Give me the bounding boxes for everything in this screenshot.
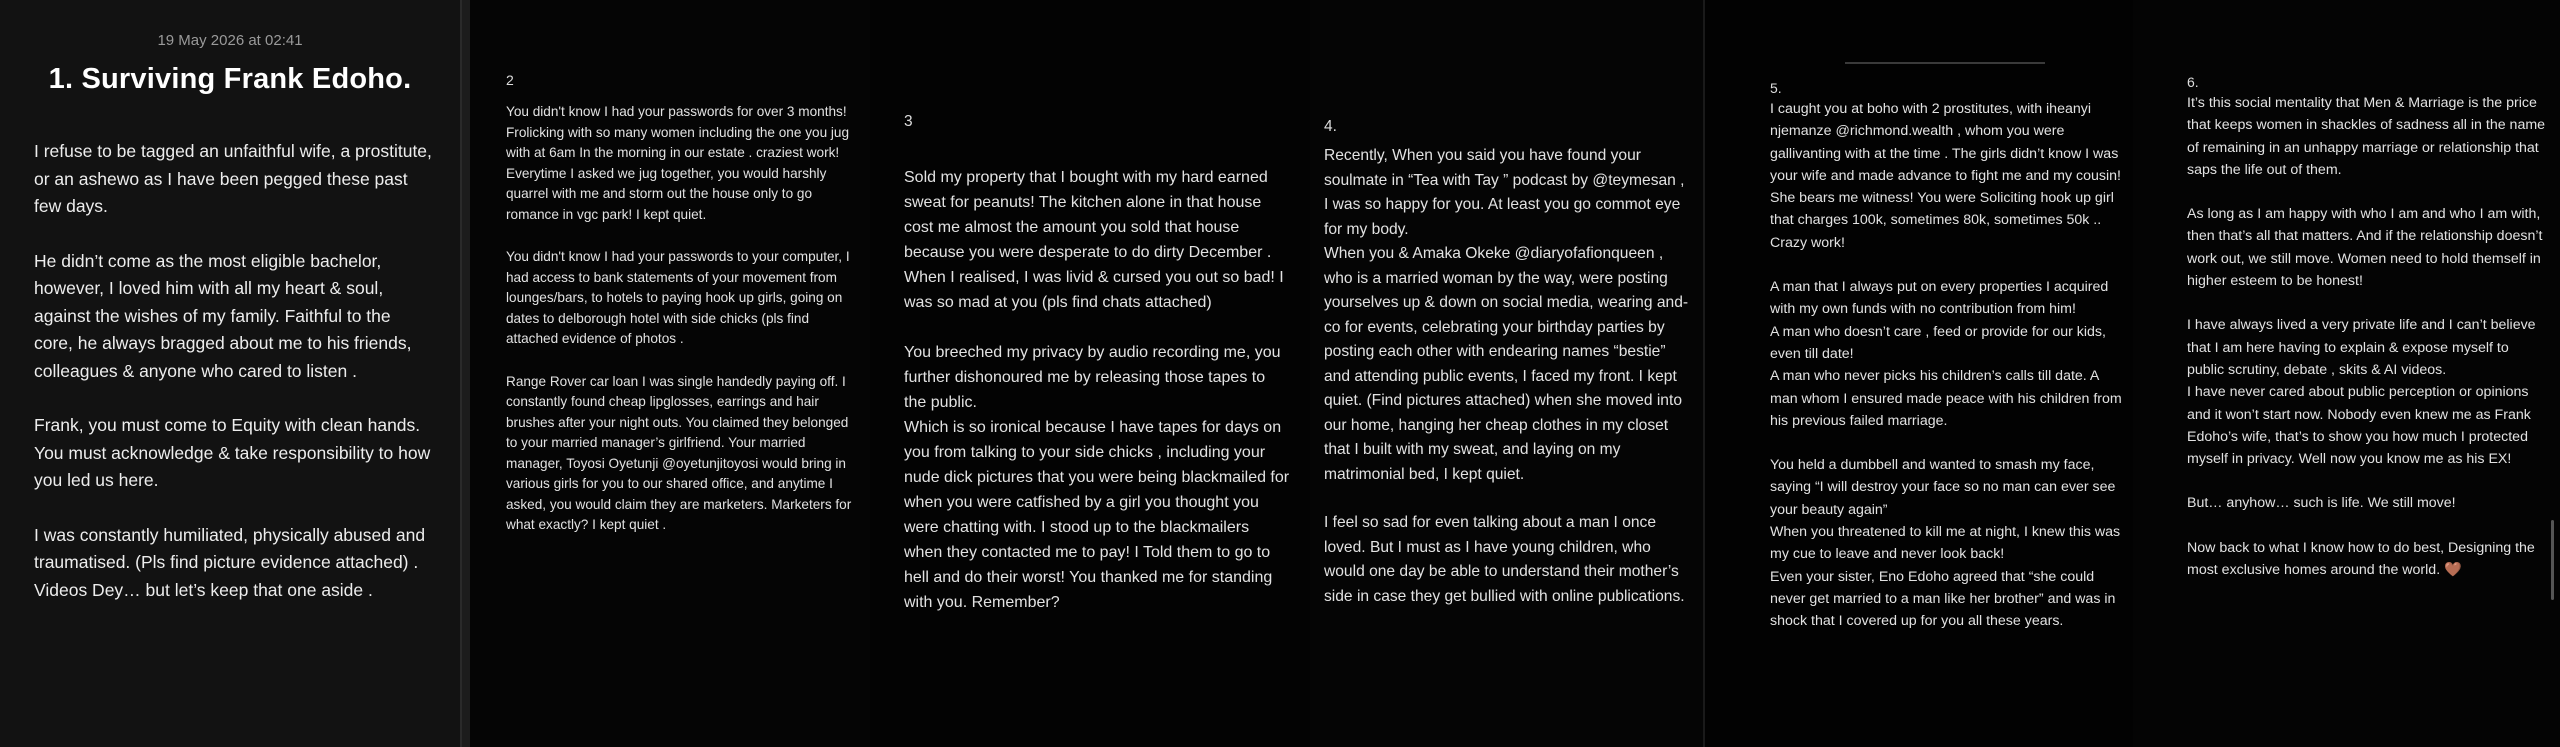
panel-4-body bbox=[1324, 144, 1693, 609]
story-panel-5 bbox=[1703, 0, 2133, 747]
panel-5-body bbox=[1770, 98, 2127, 633]
post-date: 19 May 2026 at 02:41 bbox=[157, 32, 303, 49]
story-panel-6 bbox=[2133, 0, 2560, 747]
paragraph: You held a dumbbell and wanted to smash my face, saying “I will destroy your face so no man can ever see your beauty again” When you threatened to kill me at night, I knew this was my cue to leave and never look back! Even your sister, Eno Edoho agreed that “she could never get married to a man like her brother” and was in shock that I covered up for you all these years. bbox=[1770, 457, 2121, 630]
story-panel-1 bbox=[0, 0, 462, 747]
paragraph: But… anyhow… such is life. We still move! bbox=[2187, 495, 2456, 512]
paragraph: It’s this social mentality that Men & Marriage is the price that keeps women in shackles of sadness all in the name of remaining in an unhappy marriage or relationship that saps the life out of them. bbox=[2187, 95, 2546, 178]
panel-1-body bbox=[34, 138, 432, 604]
paragraph: I have always lived a very private life and I can’t believe that I am here having to explain & expose myself to public scrutiny, debate , skits & AI videos. I have never cared about public perception or opinions and it won’t start now. Nobody even knew me as Frank Edoho’s wife, that’s to show you how much I protected myself in privacy. Well now you know me as his EX! bbox=[2187, 317, 2536, 468]
paragraph: You didn't know I had your passwords for over 3 months! Frolicking with so many women including the one you jug with at 6am In the morning in our estate . craziest work! Everytime I asked we jug together, you would harshly quarrel with me and storm out the house only to go romance in vgc park! I kept quiet. bbox=[506, 104, 850, 222]
post-title: 1. Surviving Frank Edoho. bbox=[48, 63, 412, 95]
paragraph: I refuse to be tagged an unfaithful wife, a prostitute, or an ashewo as I have been pegged these past few days. bbox=[34, 141, 432, 216]
paragraph: As long as I am happy with who I am and who I am with, then that’s all that matters. And if the relationship doesn’t work out, we still move. Women need to hold themself in higher esteem to be honest! bbox=[2187, 206, 2543, 290]
paragraph: Now back to what I know how to do best, Designing the most exclusive homes around the world. 🤎 bbox=[2187, 539, 2535, 579]
paragraph: I caught you at boho with 2 prostitutes, with iheanyi njemanze @richmond.wealth , whom you were gallivanting with at the time . The girls didn’t know I was your wife and made advance to fight me and my cousin! She bears me witness! You were Soliciting hook up girl that charges 100k, sometimes 80k, sometimes 50k .. Crazy work! bbox=[1770, 101, 2121, 251]
story-panel-4 bbox=[1310, 0, 1703, 747]
panel-divider bbox=[462, 0, 470, 747]
page-number: 4. bbox=[1324, 118, 1337, 135]
panel-6-body bbox=[2187, 92, 2548, 581]
page-number: 2 bbox=[506, 72, 514, 88]
paragraph: I was constantly humiliated, physically abused and traumatised. (Pls find picture evidence attached) . Videos Dey… but let’s keep that one aside . bbox=[34, 524, 426, 600]
panel-2-body bbox=[506, 102, 856, 536]
story-panel-3 bbox=[870, 0, 1310, 747]
paragraph: You didn't know I had your passwords to your computer, I had access to bank statements of your movement from lounges/bars, to hotels to paying hook up girls, going on dates to delborough hotel with side chicks (pls find attached evidence of photos . bbox=[506, 249, 850, 346]
paragraph: I feel so sad for even talking about a man I once loved. But I must as I have young children, who would one day be able to understand their mother’s side in case they get bullied with online publications. bbox=[1324, 514, 1685, 605]
paragraph: Frank, you must come to Equity with clean hands. You must acknowledge & take responsibility to how you led us here. bbox=[34, 415, 431, 490]
paragraph: Range Rover car loan I was single handedly paying off. I constantly found cheap lipglosses, earrings and hair brushes after your night outs. You claimed they belonged to your married manager’s girlfriend. Your married manager, Toyosi Oyetunji @oyetunjitoyosi would bring in various girls for you to our shared office, and anytime I asked, you would claim they are marketers. Marketers for what exactly? I kept quiet . bbox=[506, 373, 852, 532]
paragraph: A man that I always put on every properties I acquired with my own funds with no contribution from him! A man who doesn’t care , feed or provide for our kids, even till date! A man who never picks his children’s calls till date. A man whom I ensured made peace with his children from his previous failed marriage. bbox=[1770, 279, 2122, 429]
paragraph: He didn’t come as the most eligible bachelor, however, I loved him with all my heart & soul, against the wishes of my family. Faithful to the core, he always bragged about me to his friends, colleagues & anyone who cared to listen . bbox=[34, 250, 412, 381]
paragraph: Sold my property that I bought with my hard earned sweat for peanuts! The kitchen alone in that house cost me almost the amount you sold that house because you were desperate to do dirty December . When I realised, I was livid & cursed you out so bad! I was so mad at you (pls find chats attached) bbox=[904, 169, 1284, 311]
panel-3-body bbox=[904, 165, 1290, 615]
paragraph: Recently, When you said you have found your soulmate in “Tea with Tay ” podcast by @teymesan , I was so happy for you. At least you go commot eye for my body. When you & Amaka Okeke @diaryofafionqueen , who is a married woman by the way, were posting yourselves up & down on social media, wearing and-co for events, celebrating your birthday parties by posting each other with endearing names “bestie” and attending public events, I faced my front. I kept quiet. (Find pictures attached) when she moved into our home, hanging her cheap clothes in my closet that I built with my sweat, and laying on my matrimonial bed, I kept quiet. bbox=[1324, 147, 1689, 483]
scrollbar[interactable] bbox=[2551, 520, 2554, 600]
paragraph: You breeched my privacy by audio recording me, you further dishonoured me by releasing those tapes to the public. Which is so ironical because I have tapes for days on you from talking to your side chicks , including your nude dick pictures that you were being blackmailed for when you were catfished by a girl you thought you were chatting with. I stood up to the blackmailers when they contacted me to pay! I Told them to go to hell and do their worst! You thanked me for standing with you. Remember? bbox=[904, 344, 1290, 611]
page-number: 5. bbox=[1770, 80, 1782, 96]
top-edge-line bbox=[1845, 62, 2045, 64]
page-number: 6. bbox=[2187, 74, 2199, 90]
story-panel-2 bbox=[470, 0, 870, 747]
page-number: 3 bbox=[904, 113, 913, 130]
